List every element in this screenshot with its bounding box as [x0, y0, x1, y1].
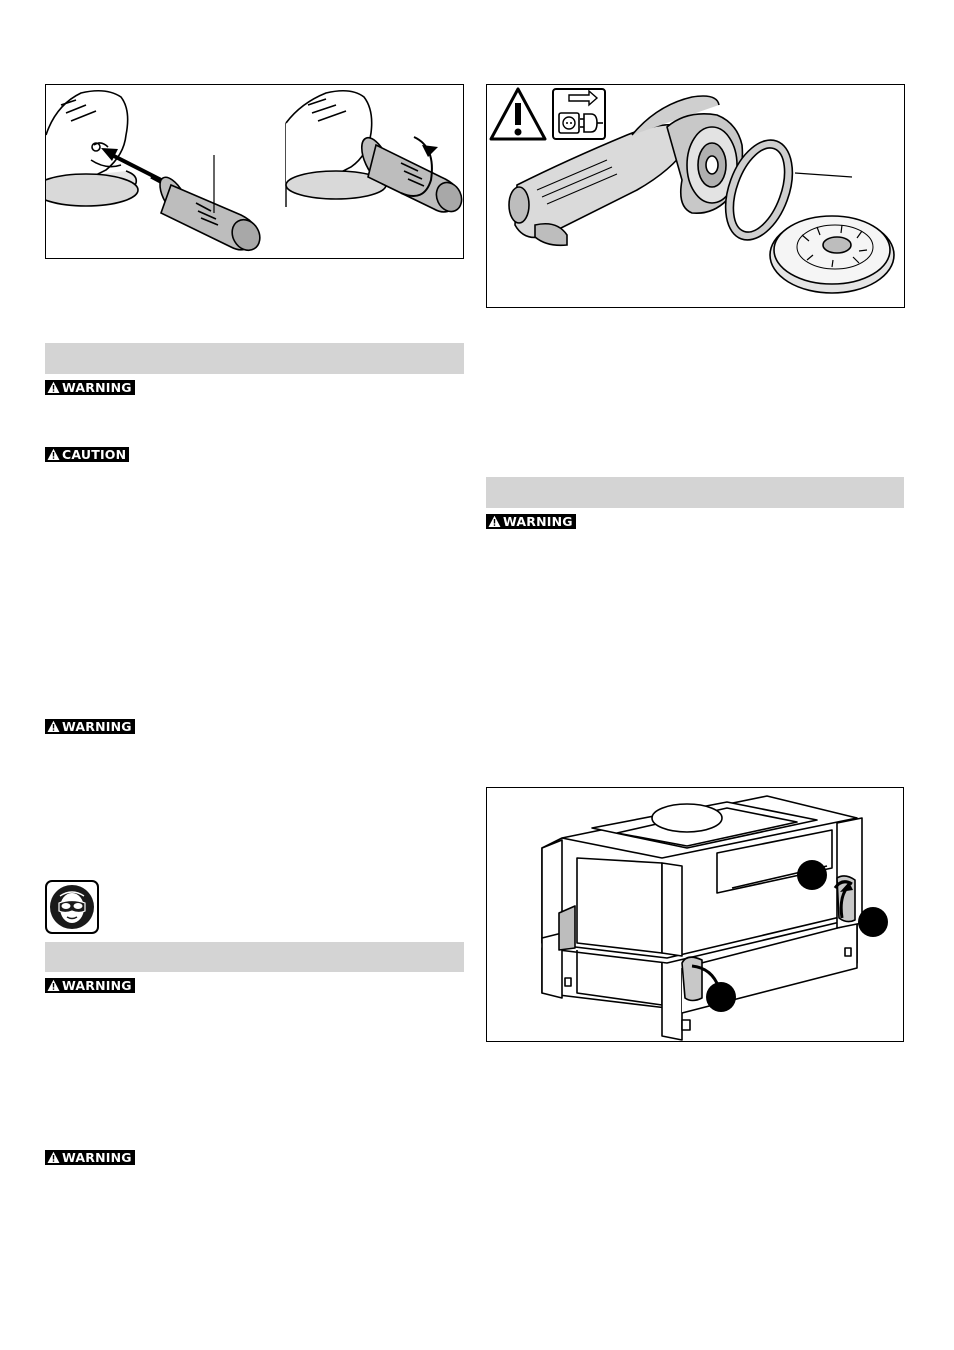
- figure-systainer: [486, 787, 904, 1042]
- warning-triangle-icon: [47, 381, 60, 394]
- warning-label: WARNING: [62, 1150, 132, 1165]
- svg-text:1: 1: [807, 868, 817, 884]
- warning-triangle-icon: [47, 448, 60, 461]
- warning-badge: [45, 1150, 135, 1165]
- warning-triangle-icon: [488, 515, 501, 528]
- section-header-bar: [486, 477, 904, 508]
- callout-2: [858, 907, 888, 937]
- callout-3: [706, 982, 736, 1012]
- pad-change-illustration: [487, 85, 905, 308]
- warning-triangle-icon: [47, 979, 60, 992]
- warning-label: WARNING: [503, 514, 573, 529]
- figure-handle-install: [45, 84, 464, 259]
- svg-text:2: 2: [868, 915, 878, 931]
- section-header-bar: [45, 343, 464, 374]
- systainer-illustration: [487, 788, 904, 1042]
- warning-badge: [486, 514, 576, 529]
- warning-label: WARNING: [62, 380, 132, 395]
- warning-triangle-icon: [47, 1151, 60, 1164]
- warning-label: WARNING: [62, 719, 132, 734]
- warning-triangle-icon: [47, 720, 60, 733]
- warning-triangle-icon: [491, 89, 545, 139]
- unplug-icon: [553, 89, 605, 139]
- caution-label: CAUTION: [62, 447, 127, 462]
- warning-badge: [45, 380, 135, 395]
- callout-1: [797, 860, 827, 890]
- warning-badge: [45, 978, 135, 993]
- eye-protection-icon: [49, 884, 95, 930]
- handle-install-illustration: [46, 85, 464, 259]
- svg-text:3: 3: [716, 990, 726, 1006]
- caution-badge: [45, 447, 129, 462]
- warning-label: WARNING: [62, 978, 132, 993]
- warning-badge: [45, 719, 135, 734]
- eye-protection-pictogram: [45, 880, 99, 934]
- figure-pad-change: [486, 84, 905, 308]
- section-header-bar: [45, 942, 464, 972]
